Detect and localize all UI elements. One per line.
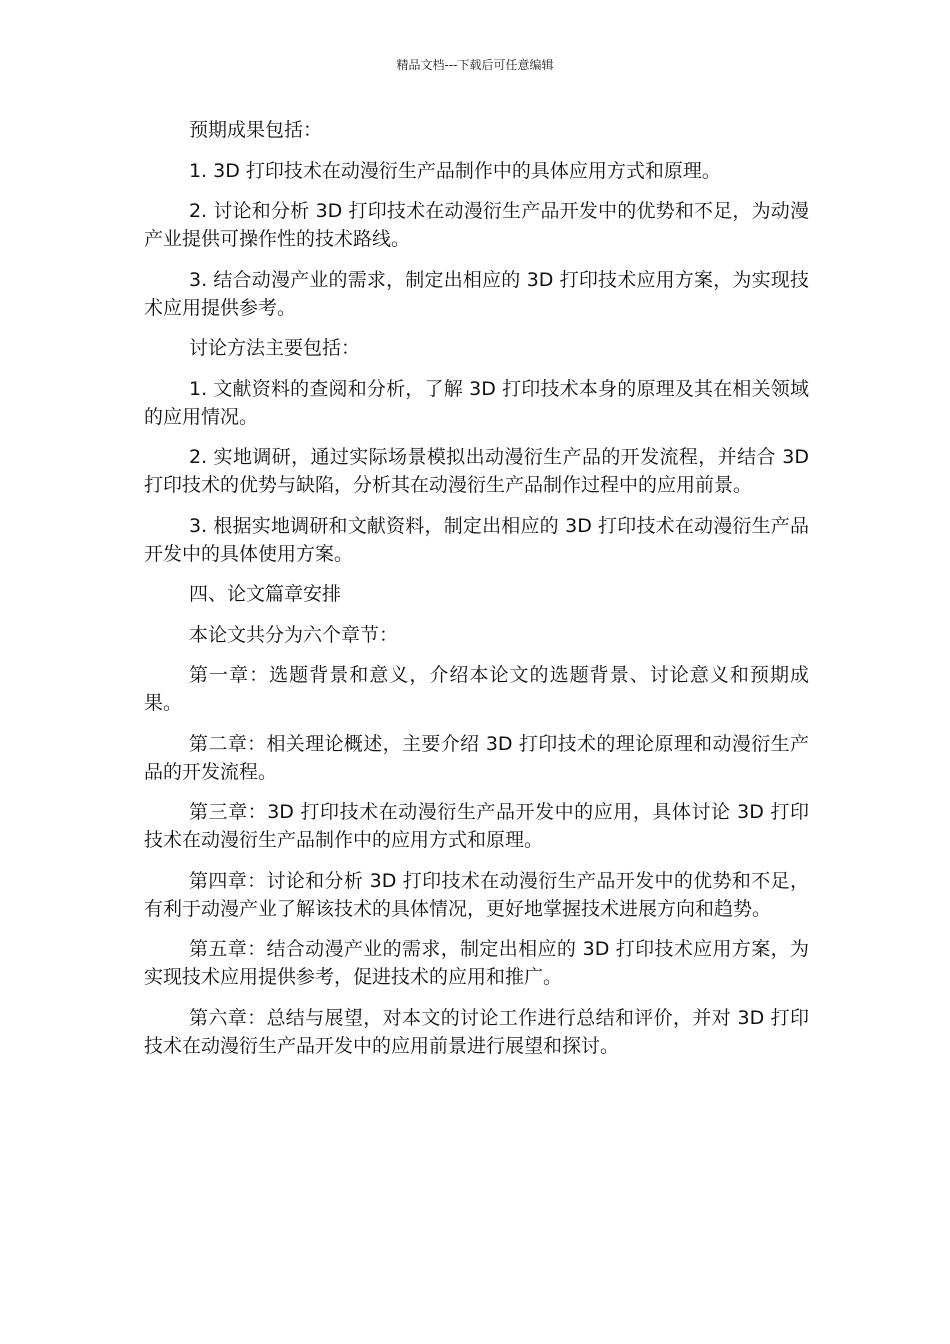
paragraph-expected-result-3: 3. 结合动漫产业的需求，制定出相应的 3D 打印技术应用方案，为实现技术应用提供参考。 (144, 268, 809, 319)
paragraph-methods-intro: 讨论方法主要包括： (189, 337, 361, 359)
paragraph-expected-results-intro: 预期成果包括： (189, 119, 323, 141)
paragraph-method-2: 2. 实地调研，通过实际场景模拟出动漫衍生产品的开发流程，并结合 3D 打印技术的优势与缺陷，分析其在动漫衍生产品制作过程中的应用前景。 (144, 446, 809, 496)
document-body (144, 116, 809, 1072)
paragraph-chapter-2: 第二章：相关理论概述，主要介绍 3D 打印技术的理论原理和动漫衍生产品的开发流程。 (144, 732, 809, 783)
paragraph-chapters-intro: 本论文共分为六个章节： (189, 623, 399, 646)
paragraph-expected-result-2: 2. 讨论和分析 3D 打印技术在动漫衍生产品开发中的优势和不足，为动漫产业提供可操作性的技术路线。 (144, 200, 809, 250)
paragraph-method-3: 3. 根据实地调研和文献资料，制定出相应的 3D 打印技术在动漫衍生产品开发中的具体使用方案。 (144, 514, 809, 565)
paragraph-chapter-5: 第五章：结合动漫产业的需求，制定出相应的 3D 打印技术应用方案，为实现技术应用提供参考，促进技术的应用和推广。 (144, 938, 809, 988)
paragraph-method-1: 1. 文献资料的查阅和分析，了解 3D 打印技术本身的原理及其在相关领域的应用情况。 (144, 377, 809, 428)
page-header: 精品文档---下载后可任意编辑 (396, 58, 554, 72)
section-heading-chapter-arrangement: 四、论文篇章安排 (189, 583, 342, 605)
paragraph-chapter-3: 第三章：3D 打印技术在动漫衍生产品开发中的应用，具体讨论 3D 打印技术在动漫衍生产品制作中的应用方式和原理。 (144, 801, 809, 851)
paragraph-expected-result-1: 1. 3D 打印技术在动漫衍生产品制作中的具体应用方式和原理。 (189, 159, 721, 182)
paragraph-chapter-1: 第一章：选题背景和意义，介绍本论文的选题背景、讨论意义和预期成果。 (144, 664, 809, 714)
paragraph-chapter-4: 第四章：讨论和分析 3D 打印技术在动漫衍生产品开发中的优势和不足，有利于动漫产业了解该技术的具体情况，更好地掌握技术进展方向和趋势。 (144, 869, 809, 920)
paragraph-chapter-6: 第六章：总结与展望，对本文的讨论工作进行总结和评价，并对 3D 打印技术在动漫衍生产品开发中的应用前景进行展望和探讨。 (144, 1006, 809, 1057)
